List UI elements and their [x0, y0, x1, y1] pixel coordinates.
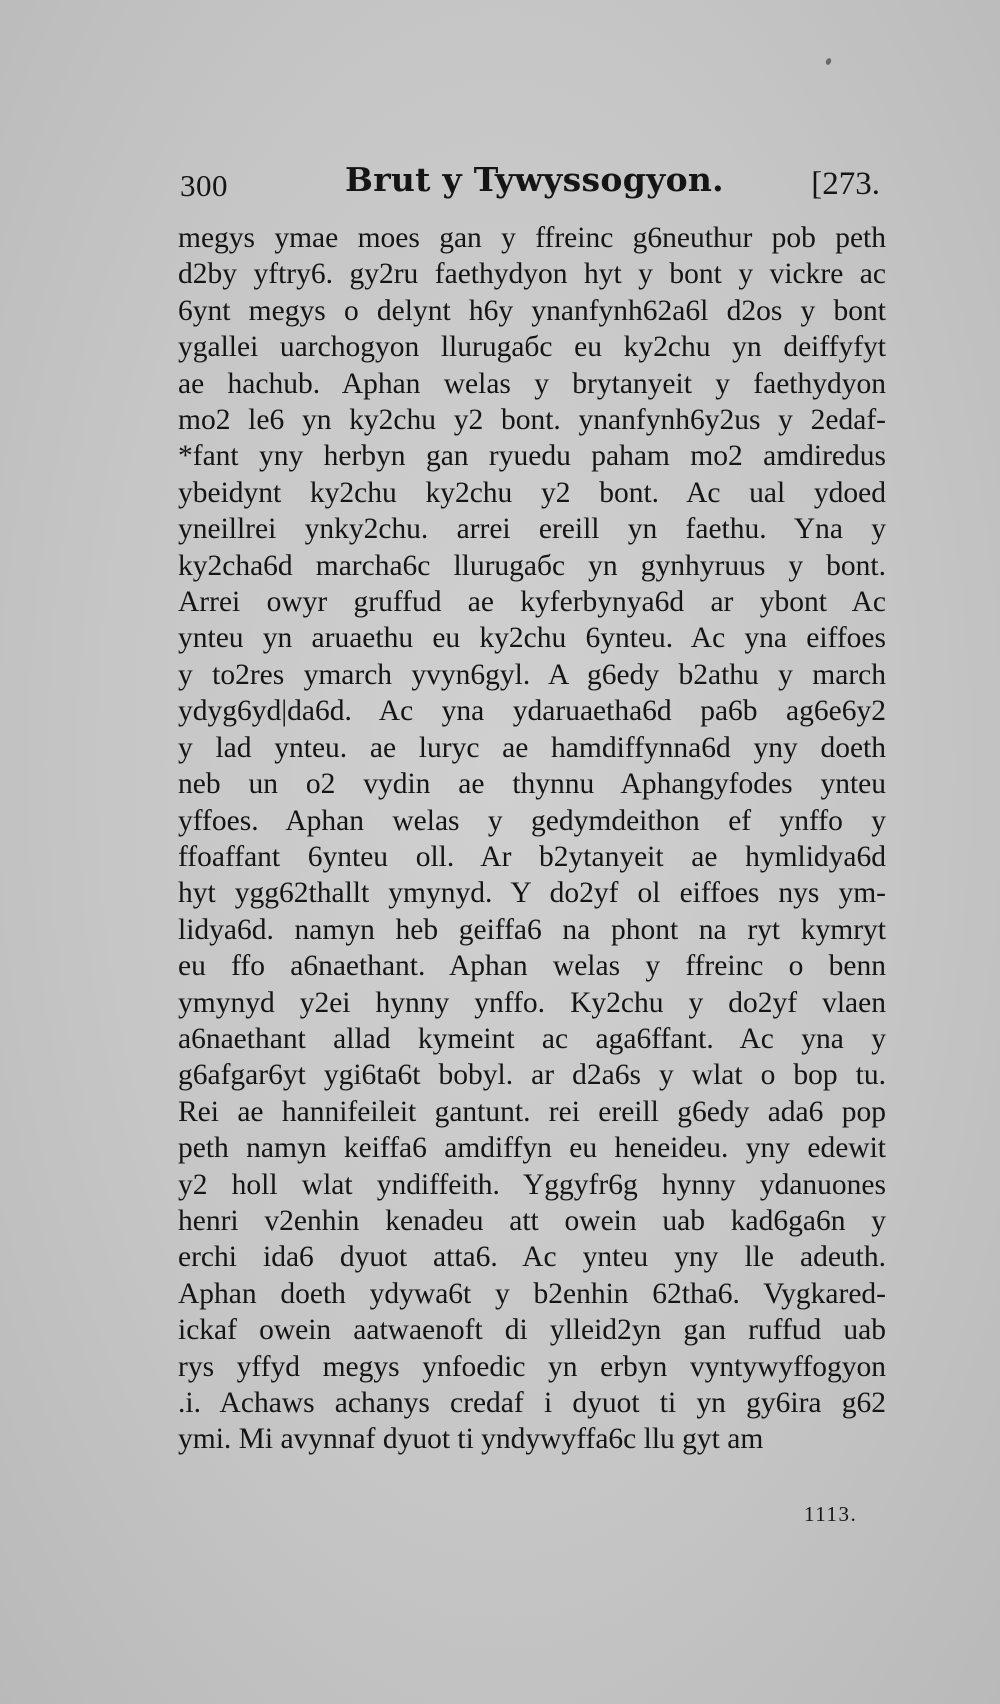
page-number: 300 — [180, 168, 228, 203]
text-line: ynteu yn aruaethu eu ky2chu 6ynteu. Ac yna eiffoes — [178, 622, 886, 655]
section-number: [273. — [811, 166, 880, 202]
text-line: lidya6d. namyn heb geiffa6 na phont na ryt kymryt — [178, 913, 886, 946]
text-line: y2 holl wlat yndiffeith. Yggyfr6g hynny ydanuones — [178, 1168, 886, 1201]
text-line: d2by yftry6. gy2ru faethydyon hyt y bont y vickre ac — [178, 258, 886, 291]
text-line: rys yffyd megys ynfoedic yn erbyn vyntywyffogyon — [178, 1350, 886, 1383]
text-line: .i. Achaws achanys credaf i dyuot ti yn gy6ira g62 — [178, 1387, 886, 1419]
text-line: ffoaffant 6ynteu oll. Ar b2ytanyeit ae hymlidya6d — [178, 840, 886, 873]
text-line: 6ynt megys o delynt h6y ynanfynh62a6l d2os y bont — [178, 294, 886, 327]
running-title: Brut y Tywyssogyon. — [345, 160, 724, 199]
text-line: peth namyn keiffa6 amdiffyn eu heneideu. yny edewit — [178, 1132, 886, 1165]
text-line: *fant yny herbyn gan ryuedu paham mo2 amdiredus — [178, 440, 886, 473]
text-line: ygallei uarchogyon llurugaбc eu ky2chu yn deiffyfyt — [178, 331, 886, 364]
text-line: neb un o2 vydin ae thynnu Aphangyfodes ynteu — [178, 768, 886, 801]
body-text — [178, 220, 886, 1458]
text-line: mo2 le6 yn ky2chu y2 bont. ynanfynh6y2us y 2edaf- — [178, 404, 886, 437]
text-line: erchi ida6 dyuot atta6. Ac ynteu yny lle adeuth. — [178, 1241, 886, 1274]
text-line: yneillrei ynky2chu. arrei ereill yn faethu. Yna y — [178, 513, 886, 546]
paper-speck — [825, 57, 832, 65]
text-line: ymi. Mi avynnaf dyuot ti yndywyffa6c llu gyt am — [178, 1423, 764, 1456]
text-line: ky2cha6d marcha6c llurugaбc yn gynhyruus y bont. — [178, 549, 886, 582]
text-line: ickaf owein aatwaenoft di ylleid2yn gan ruffud uab — [178, 1314, 886, 1347]
text-line: yffoes. Aphan welas y gedymdeithon ef ynffo y — [178, 804, 886, 837]
margin-year: 1113. — [804, 1502, 858, 1526]
text-line: ybeidynt ky2chu ky2chu y2 bont. Ac ual ydoed — [178, 476, 886, 509]
text-line: a6naethant allad kymeint ac aga6ffant. Ac yna y — [178, 1022, 886, 1055]
text-line: y lad ynteu. ae luryc ae hamdiffynna6d yny doeth — [178, 731, 886, 764]
text-line: hyt ygg62thallt ymynyd. Y do2yf ol eiffoes nys ym- — [178, 877, 886, 910]
text-line: eu ffo a6naethant. Aphan welas y ffreinc o benn — [178, 950, 886, 983]
text-line: Rei ae hannifeileit gantunt. rei ereill g6edy ada6 pop — [178, 1095, 886, 1128]
text-line: megys ymae moes gan y ffreinc g6neuthur pob peth — [178, 222, 886, 254]
text-line: y to2res ymarch yvyn6gyl. A g6edy b2athu y march — [178, 658, 886, 691]
text-line: g6afgar6yt ygi6ta6t bobyl. ar d2a6s y wlat o bop tu. — [178, 1059, 886, 1092]
text-line: ydyg6yd|da6d. Ac yna ydaruaetha6d pa6b ag6e6y2 — [178, 695, 886, 728]
text-line: Arrei owyr gruffud ae kyferbynya6d ar ybont Ac — [178, 586, 886, 619]
text-line: henri v2enhin kenadeu att owein uab kad6ga6n y — [178, 1204, 886, 1237]
text-line: ymynyd y2ei hynny ynffo. Ky2chu y do2yf vlaen — [178, 986, 886, 1019]
text-line: Aphan doeth ydywa6t y b2enhin 62tha6. Vygkared- — [178, 1277, 886, 1310]
page-header — [180, 160, 880, 210]
text-line: ae hachub. Aphan welas y brytanyeit y faethydyon — [178, 367, 886, 400]
